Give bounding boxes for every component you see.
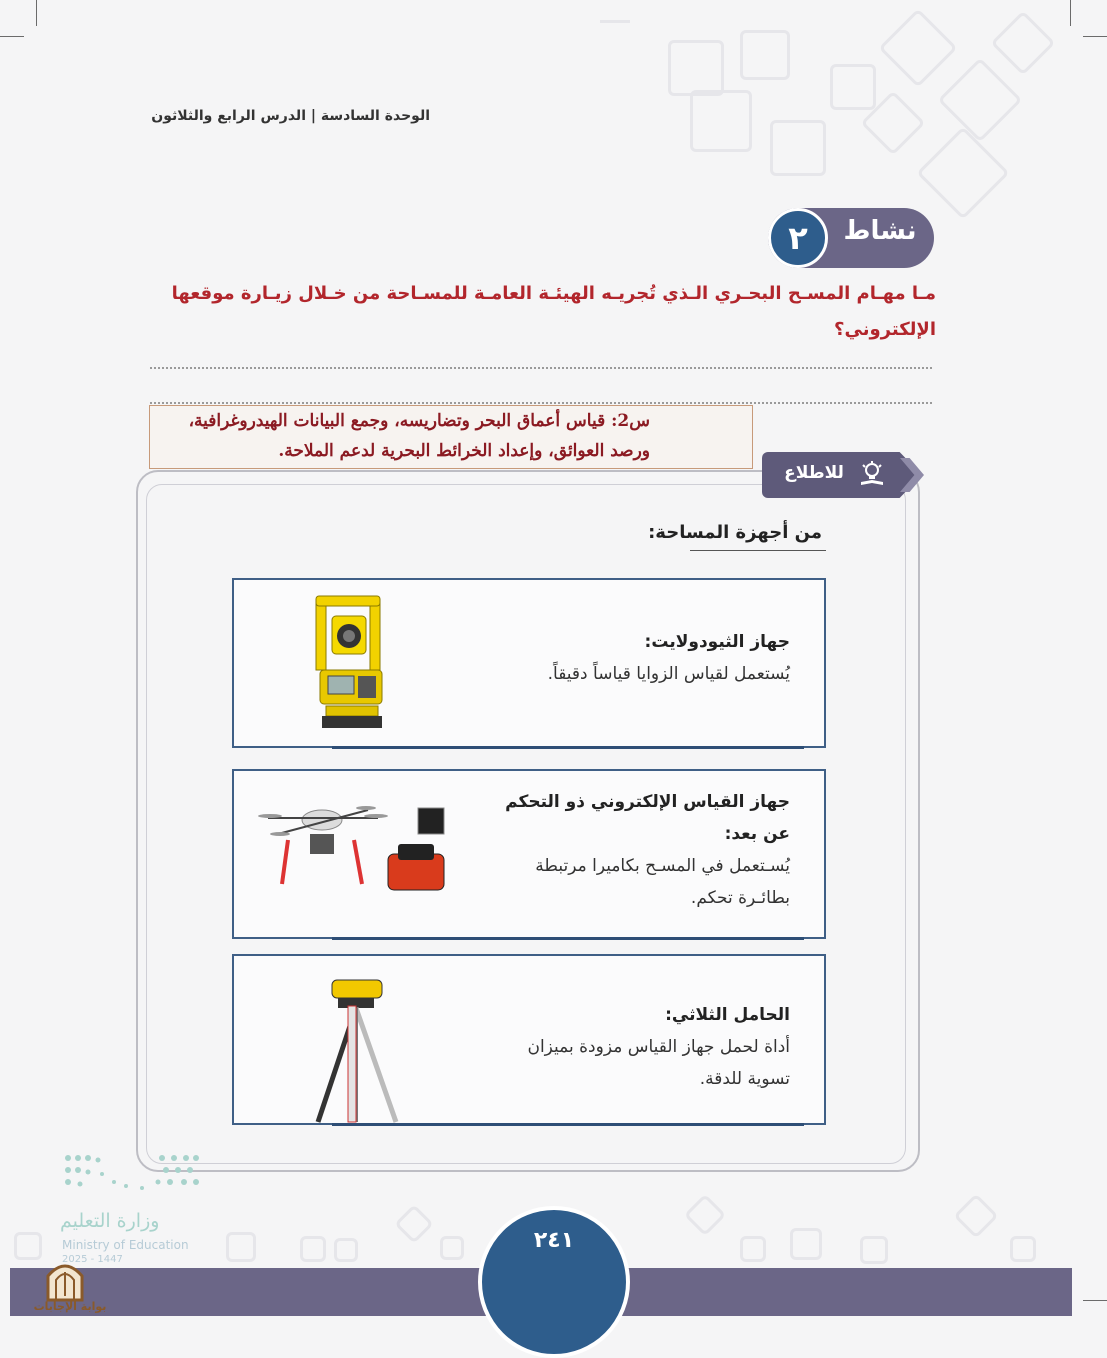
ministry-name-ar: وزارة التعليم — [60, 1210, 160, 1232]
activity-question: مـا مهـام المسـح البحـري الـذي تُجريـه الهيئـة العامـة للمسـاحة من خـلال زيـارة موقعها الإلكتروني؟ — [171, 283, 936, 340]
device-title: جهاز القياس الإلكتروني ذو التحكم — [505, 792, 790, 812]
card-rule — [332, 746, 804, 749]
answer-line-2: ورصد العوائق، وإعداد الخرائط البحرية لدعم الملاحة. — [278, 441, 650, 461]
crop-mark — [1083, 36, 1107, 37]
device-desc: يُسـتعمل في المسـح بكاميرا مرتبطة — [535, 856, 790, 876]
answer-line-1: س2: قياس أعماق البحر وتضاريسه، وجمع البيانات الهيدروغرافية، — [188, 411, 650, 431]
crop-mark — [1083, 1300, 1107, 1301]
portal-logo-icon — [44, 1256, 86, 1302]
crop-mark — [36, 0, 37, 26]
page-number: ٢٤١ — [533, 1228, 575, 1253]
answer-line — [150, 402, 932, 404]
answer-text — [152, 406, 650, 466]
device-desc: بطائـرة تحكم. — [690, 888, 790, 908]
section-title: من أجهزة المساحة: — [648, 522, 822, 543]
activity-number: ٢ — [768, 208, 828, 268]
device-title: الحامل الثلاثي: — [665, 1005, 790, 1025]
device-desc: أداة لحمل جهاز القياس مزودة بميزان — [527, 1037, 790, 1057]
device-title: جهاز الثيودولايت: — [644, 632, 790, 652]
drone-image — [258, 794, 448, 904]
crop-mark — [0, 36, 24, 37]
crop-mark — [1070, 0, 1071, 26]
breadcrumb: الوحدة السادسة | الدرس الرابع والثلاثون — [151, 108, 430, 124]
info-tab-label: للاطلاع — [784, 463, 844, 483]
ministry-name-en: Ministry of Education — [62, 1238, 189, 1252]
edition-year: 2025 - 1447 — [62, 1254, 123, 1265]
ministry-dots-logo — [62, 1150, 202, 1196]
activity-label: نشاط — [843, 216, 917, 246]
title-underline — [690, 550, 826, 551]
lightbulb-book-icon — [858, 460, 886, 488]
device-title-cont: عن بعد: — [724, 824, 790, 844]
theodolite-image — [312, 594, 392, 734]
card-rule — [332, 937, 804, 940]
tripod-image — [308, 976, 408, 1124]
portal-name: بوابة الإجابات — [33, 1300, 107, 1313]
answer-line — [150, 367, 932, 369]
device-desc: يُستعمل لقياس الزوايا قياساً دقيقاً. — [547, 664, 790, 684]
device-desc: تسوية للدقة. — [699, 1069, 790, 1089]
